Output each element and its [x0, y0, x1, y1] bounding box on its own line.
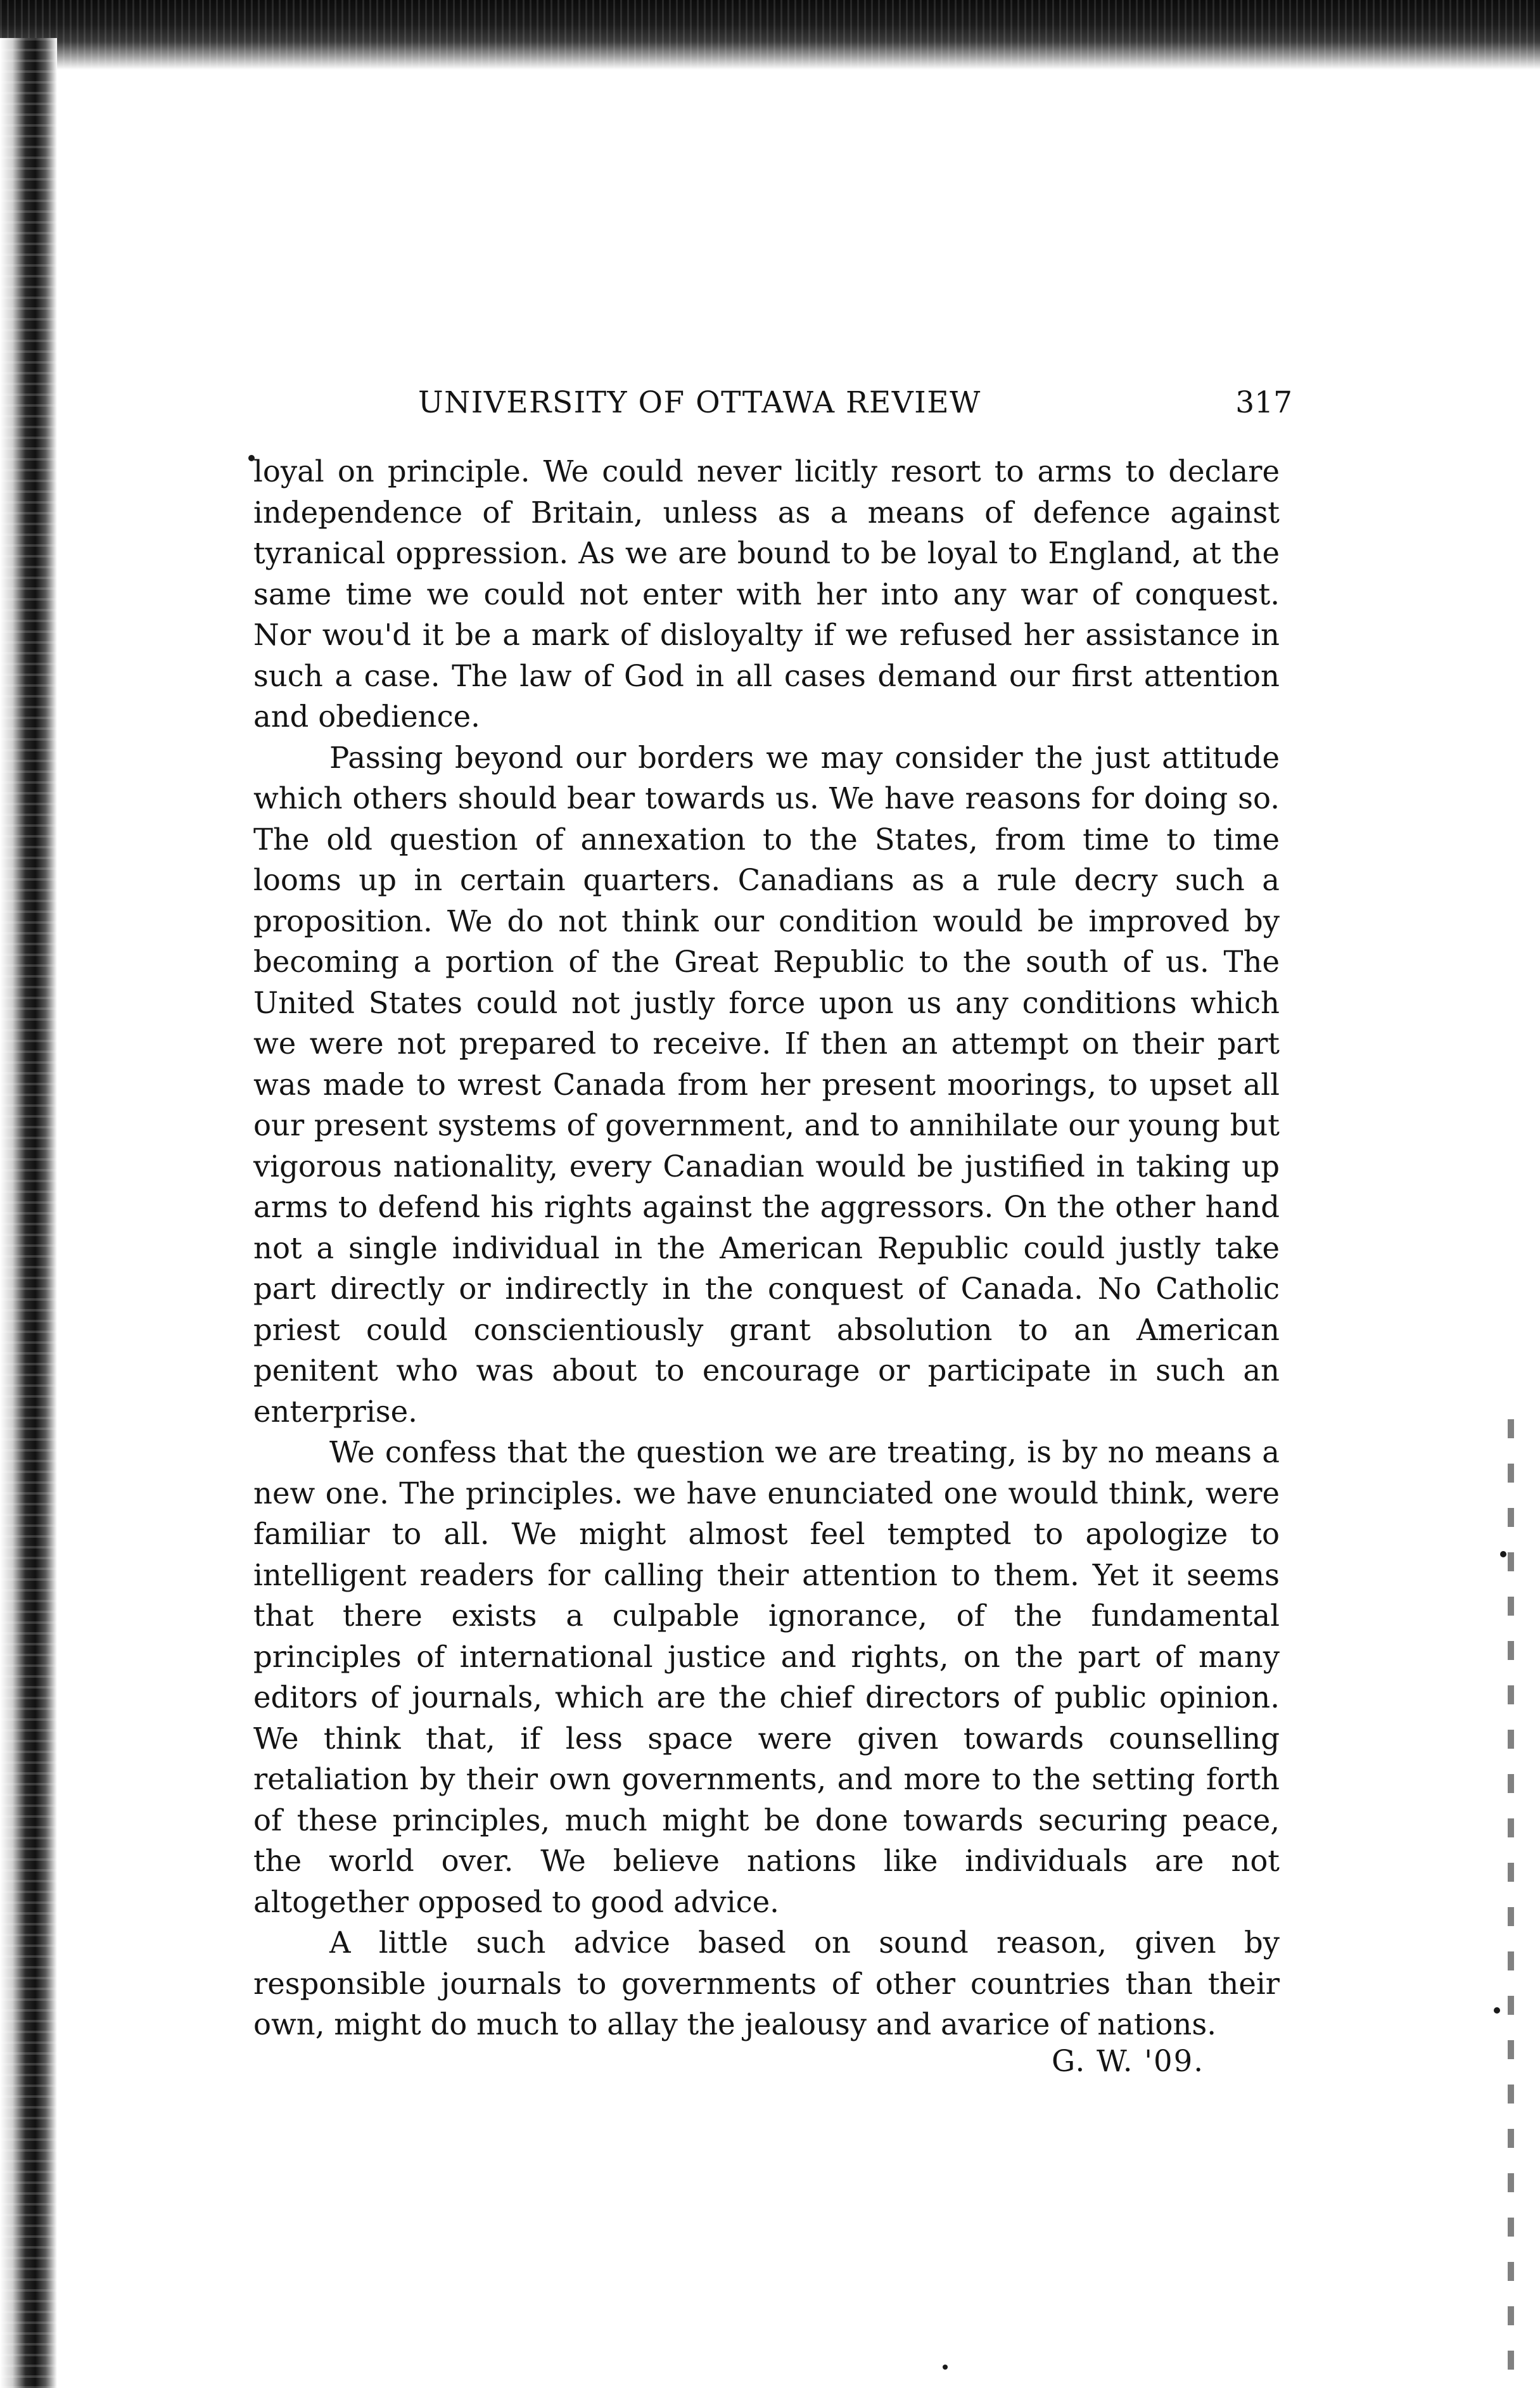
article-body	[253, 451, 1280, 2045]
paragraph: loyal on principle. We could never licitly resort to arms to declare independence of Britain, unless as a means of defence against tyranical oppression. As we are bound to be loyal to England, at the same time we could not enter with her into any war of conquest. Nor wou'd it be a mark of disloyalty if we refused her assistance in such a case. The law of God in all cases demand our first attention and obedience.	[253, 454, 1280, 734]
journal-title: UNIVERSITY OF OTTAWA REVIEW	[418, 385, 981, 420]
scan-speck	[1494, 2007, 1500, 2014]
page-number: 317	[1235, 385, 1292, 420]
paragraph: Passing beyond our borders we may consider the just attitude which others should bear towards us. We have reasons for doing so. The old question of annexation to the States, from time to time looms up in certain quarters. Canadians as a rule decry such a proposition. We do not think our condition would be improved by becoming a portion of the Great Republic to the south of us. The United States could not justly force upon us any conditions which we were not prepared to receive. If then an attempt on their part was made to wrest Canada from her present moorings, to upset all our present systems of government, and to annihilate our young but vigorous nationality, every Canadian would be justified in taking up arms to defend his rights against the aggressors. On the other hand not a single individual in the American Republic could justly take part directly or indirectly in the conquest of Canada. No Catholic priest could conscientiously grant absolution to an American penitent who was about to encourage or participate in such an enterprise.	[253, 740, 1280, 1429]
scan-speck	[1500, 1551, 1506, 1557]
running-head	[418, 385, 1292, 430]
scan-left-border	[0, 38, 57, 2388]
author-signature: G. W. '09.	[1052, 2044, 1205, 2078]
paragraph: A little such advice based on sound reason, given by responsible journals to governments of other countries than their own, might do much to allay the jealousy and avarice of nations.	[253, 1925, 1280, 2041]
scan-top-border	[0, 0, 1540, 70]
scan-right-edge-marks	[1508, 1419, 1514, 2370]
paragraph: We confess that the question we are treating, is by no means a new one. The principles. we have enunciated one would think, were familiar to all. We might almost feel tempted to apologize to intelligent readers for calling their attention to them. Yet it seems that there exists a culpable ignorance, of the fundamental principles of international justice and rights, on the part of many editors of journals, which are the chief directors of public opinion. We think that, if less space were given towards counselling retaliation by their own governments, and more to the setting forth of these principles, much might be done towards securing peace, the world over. We believe nations like individuals are not altogether opposed to good advice.	[253, 1435, 1280, 1919]
scan-speck	[943, 2365, 948, 2370]
